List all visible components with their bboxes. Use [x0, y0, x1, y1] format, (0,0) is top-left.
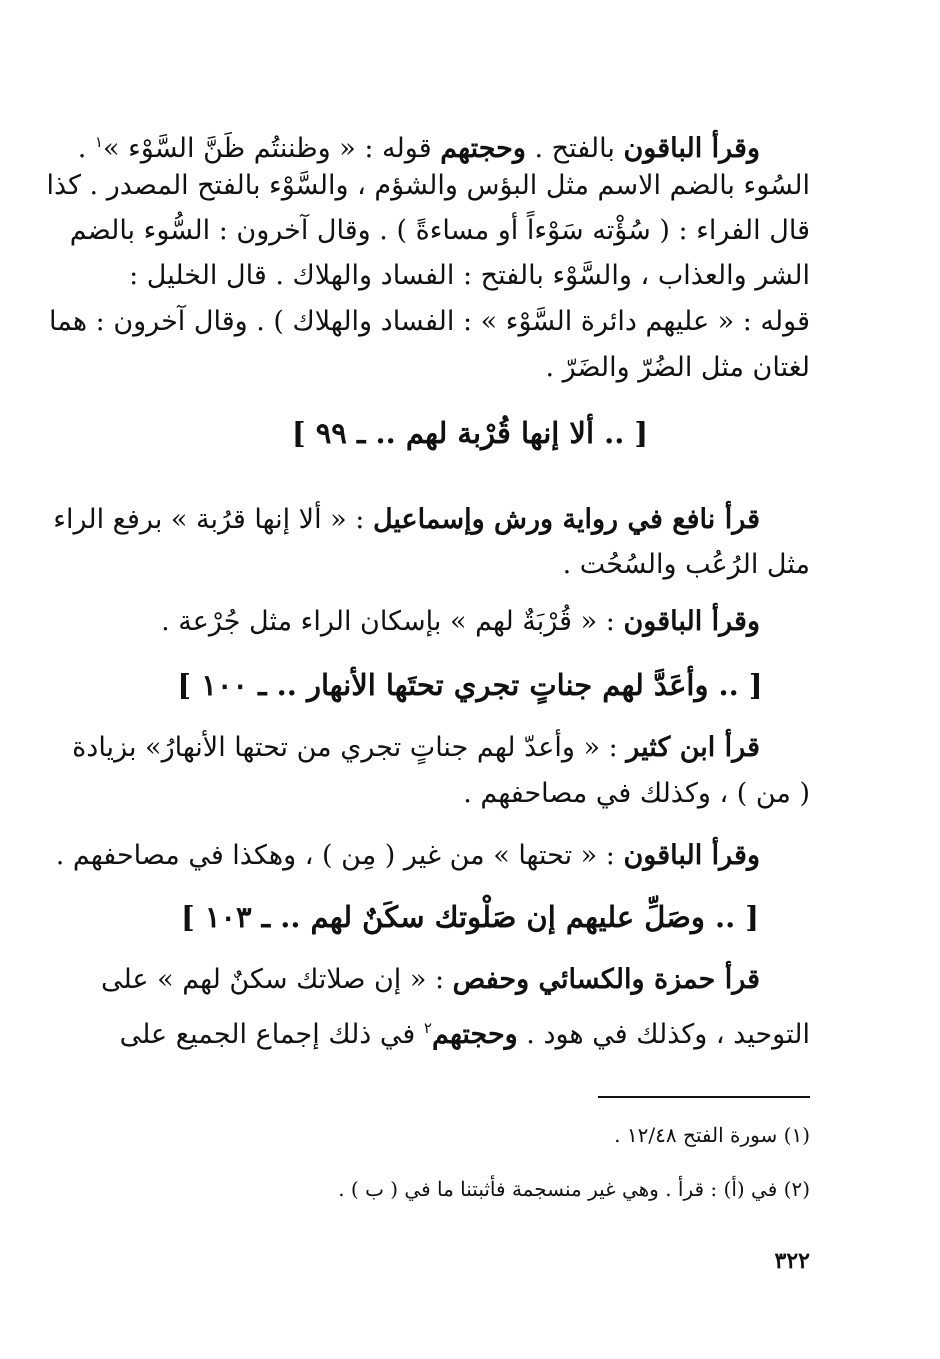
bold-term: وقرأ الباقون	[623, 133, 760, 164]
paragraph-line: قوله : « عليهم دائرة السَّوْء » : الفساد والهلاك ) . وقال آخرون : هما	[48, 306, 810, 337]
bold-term: قرأ حمزة والكسائي وحفص	[452, 964, 760, 995]
paragraph-line: وقرأ الباقون بالفتح . وحجتهم قوله : « وظننتُم ظَنَّ السَّوْء »$^١$ .	[77, 133, 760, 164]
bold-term: وقرأ الباقون	[623, 840, 760, 871]
paragraph-line: لغتان مثل الضُرّ والضَرّ .	[545, 352, 810, 383]
footnote-divider	[598, 1096, 810, 1098]
paragraph-line: قرأ نافع في رواية ورش وإسماعيل : « ألا إنها قرُبة » برفع الراء	[53, 504, 760, 535]
bold-term: وحجتهم	[431, 1019, 518, 1050]
page-number: ٣٢٢	[774, 1248, 810, 1274]
footnote: (٢) في (أ) : قرأ . وهي غير منسجمة فأثبتنا ما في ( ب ) .	[338, 1177, 810, 1201]
verse-heading: [ .. وصَلِّ عليهم إن صَلْوتك سكَنٌ لهم .. ـ ١٠٣ ]	[180, 900, 759, 934]
paragraph-line: قرأ ابن كثير : « وأعدّ لهم جناتٍ تجري من تحتها الأنهارُ» بزيادة	[72, 732, 760, 763]
bold-term: قرأ ابن كثير	[626, 732, 760, 763]
paragraph-line: قال الفراء : ( سُؤْته سَوْءاً أو مساءةً ) . وقال آخرون : السُّوء بالضم	[69, 215, 810, 246]
verse-heading: [ .. وأعَدَّ لهم جناتٍ تجري تحتَها الأنهار .. ـ ١٠٠ ]	[177, 668, 763, 702]
bold-term: قرأ نافع في رواية ورش وإسماعيل	[372, 504, 760, 535]
verse-heading: [ .. ألا إنها قُرْبة لهم .. ـ ٩٩ ]	[291, 416, 649, 450]
paragraph-line: قرأ حمزة والكسائي وحفص : « إن صلاتك سكنٌ لهم » على	[100, 964, 760, 995]
paragraph-line: التوحيد ، وكذلك في هود . وحجتهم$^٢$ في ذلك إجماع الجميع على	[119, 1019, 810, 1050]
paragraph-line: مثل الرُعُب والسُحُت .	[562, 549, 810, 580]
footnote: (١) سورة الفتح ١٢/٤٨ .	[614, 1123, 810, 1147]
paragraph-line: وقرأ الباقون : « تحتها » من غير ( مِن ) ، وهكذا في مصاحفهم .	[55, 840, 760, 871]
paragraph-line: وقرأ الباقون : « قُرْبَةٌ لهم » بإسكان الراء مثل جُرْعة .	[161, 606, 760, 637]
paragraph-line: السُوء بالضم الاسم مثل البؤس والشؤم ، والسَّوْء بالفتح المصدر . كذا	[46, 170, 810, 201]
footnote-ref: ١	[94, 133, 103, 151]
bold-term: وحجتهم	[440, 133, 526, 164]
paragraph-line: ( من ) ، وكذلك في مصاحفهم .	[463, 778, 810, 809]
bold-term: وقرأ الباقون	[623, 606, 760, 637]
footnote-ref: ٢	[423, 1019, 432, 1037]
paragraph-line: الشر والعذاب ، والسَّوْء بالفتح : الفساد والهلاك . قال الخليل :	[129, 260, 810, 291]
